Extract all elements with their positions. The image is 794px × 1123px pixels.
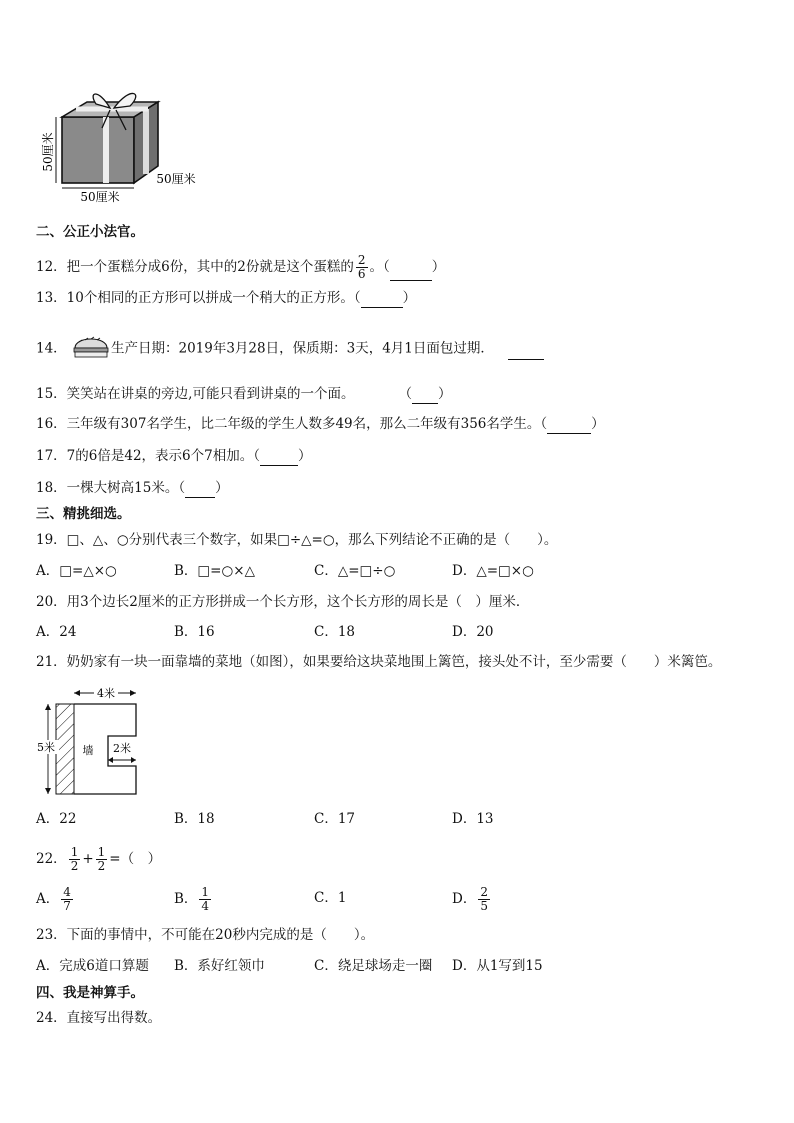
q22-b-den: 4: [201, 899, 210, 913]
q22-option-a[interactable]: [36, 886, 75, 913]
q22-d-fraction: [478, 886, 490, 913]
garden-wall-label: 墙: [82, 744, 94, 757]
q17-answer-blank[interactable]: [260, 451, 298, 466]
q18-close: ）: [215, 480, 229, 496]
section-title-2: 二、公正小法官。: [36, 224, 144, 240]
q16-text: 16．三年级有307名学生，比二年级的学生人数多49名，那么二年级有356名学生。（: [36, 416, 548, 432]
q22-d-label: D．: [452, 891, 477, 907]
question-21: 21．奶奶家有一块一面靠墙的菜地（如图），如果要给这块菜地围上篱笆，接头处不计，至少需要（ ）米篱笆。: [36, 654, 722, 670]
q15-text: 15．笑笑站在讲桌的旁边,可能只看到讲桌的一个面。: [36, 386, 355, 402]
q22-option-c[interactable]: [314, 888, 346, 908]
q22-b-label: B．: [174, 891, 198, 907]
q20-option-b[interactable]: B．16: [174, 624, 215, 640]
q18-text: 18．一棵大树高15米。（: [36, 480, 186, 496]
q22-plus: +: [82, 851, 94, 867]
q23-option-d[interactable]: D．从1写到15: [452, 958, 543, 974]
question-13: [36, 288, 416, 308]
q13-close: ）: [402, 290, 417, 306]
q22-d-den: 5: [480, 899, 488, 913]
q20-option-a[interactable]: A．24: [36, 624, 77, 640]
section-title-3: 三、精挑细选。: [36, 506, 131, 522]
q18-answer-blank[interactable]: [185, 483, 215, 498]
question-20: 20．用3个边长2厘米的正方形拼成一个长方形，这个长方形的周长是（ ）厘米．: [36, 594, 530, 610]
garden-figure: [34, 684, 144, 800]
q23-option-c[interactable]: C．绕足球场走一圈: [314, 958, 433, 974]
q14-number: 14．: [36, 340, 67, 357]
q22-a-den: 7: [63, 899, 71, 913]
q12-answer-blank[interactable]: [390, 266, 432, 281]
question-23: 23．下面的事情中，不可能在20秒内完成的是（ ）。: [36, 927, 375, 943]
q22-a-label: A．: [36, 891, 60, 907]
q14-text: 生产日期：2019年3月28日，保质期：3天，4月1日面包过期．: [110, 340, 494, 357]
q22-f1-den: 2: [70, 859, 79, 873]
q22-tail: =（ ）: [109, 851, 162, 867]
q21-option-b[interactable]: B．18: [174, 811, 215, 827]
q22-a-fraction: [61, 886, 73, 913]
q21-option-a[interactable]: A．22: [36, 811, 77, 827]
box-height-label: 50厘米: [41, 132, 55, 172]
q22-c-label: C．1: [314, 890, 347, 906]
q19-option-c[interactable]: C．△=□÷○: [314, 563, 396, 579]
q13-answer-blank[interactable]: [361, 293, 403, 308]
q16-close: ）: [591, 416, 605, 432]
q22-b-num: 1: [201, 885, 210, 899]
q12-fraction: [356, 254, 368, 281]
q21-option-d[interactable]: D．13: [452, 811, 494, 827]
box-width-label: 50厘米: [80, 190, 120, 204]
q23-option-b[interactable]: B．系好红领巾: [174, 958, 265, 974]
question-16: [36, 414, 605, 434]
q23-option-a[interactable]: A．完成6道口算题: [36, 958, 149, 974]
q15-answer-blank[interactable]: [412, 389, 438, 404]
q12-denominator: 6: [357, 267, 366, 281]
garden-notch-label: 2米: [113, 742, 131, 755]
gift-box-figure: [40, 84, 210, 206]
q17-text: 17．7的6倍是42，表示6个7相加。（: [36, 448, 260, 464]
q14-answer-blank[interactable]: [508, 345, 544, 360]
q20-option-c[interactable]: C．18: [314, 624, 356, 640]
q19-option-b[interactable]: B．□=○×△: [174, 563, 255, 579]
q16-answer-blank[interactable]: [547, 419, 591, 434]
question-22: [36, 846, 161, 873]
q22-fraction-1: [69, 846, 81, 873]
q22-f1-num: 1: [70, 845, 79, 859]
q15-open: （: [398, 386, 412, 402]
q22-b-fraction: [199, 886, 211, 913]
q22-d-num: 2: [480, 885, 488, 899]
question-18: [36, 478, 229, 498]
question-19: 19．□、△、○分别代表三个数字，如果□÷△=○，那么下列结论不正确的是（ ）。: [36, 532, 558, 548]
garden-left-label: 5米: [37, 741, 55, 754]
q20-option-d[interactable]: D．20: [452, 624, 494, 640]
q15-close: ）: [437, 386, 452, 402]
box-depth-label: 50厘米: [156, 172, 196, 186]
q19-option-d[interactable]: D．△=□×○: [452, 563, 534, 579]
garden-top-label: 4米: [97, 687, 115, 700]
question-17: [36, 446, 311, 466]
q12-tail: 。（: [369, 259, 390, 275]
question-24: 24．直接写出得数。: [36, 1010, 162, 1026]
q13-text: 13．10个相同的正方形可以拼成一个稍大的正方形。（: [36, 290, 361, 306]
q22-f2-den: 2: [97, 859, 106, 873]
q22-fraction-2: [96, 846, 108, 873]
q22-option-b[interactable]: [174, 886, 213, 913]
question-12: [36, 254, 445, 281]
question-14: [36, 338, 544, 360]
question-15: [36, 384, 451, 404]
q19-option-a[interactable]: A．□=△×○: [36, 563, 117, 579]
bread-icon: [71, 330, 111, 360]
q17-close: ）: [297, 448, 312, 464]
q22-f2-num: 1: [97, 845, 106, 859]
q21-option-c[interactable]: C．17: [314, 811, 356, 827]
section-title-4: 四、我是神算手。: [36, 985, 144, 1001]
q22-a-num: 4: [63, 885, 71, 899]
q12-text: 12．把一个蛋糕分成6份，其中的2份就是这个蛋糕的: [36, 259, 354, 275]
q22-option-d[interactable]: [452, 886, 492, 913]
q12-numerator: 2: [357, 253, 366, 267]
q22-number: 22．: [36, 851, 67, 867]
q12-close: ）: [431, 259, 446, 275]
